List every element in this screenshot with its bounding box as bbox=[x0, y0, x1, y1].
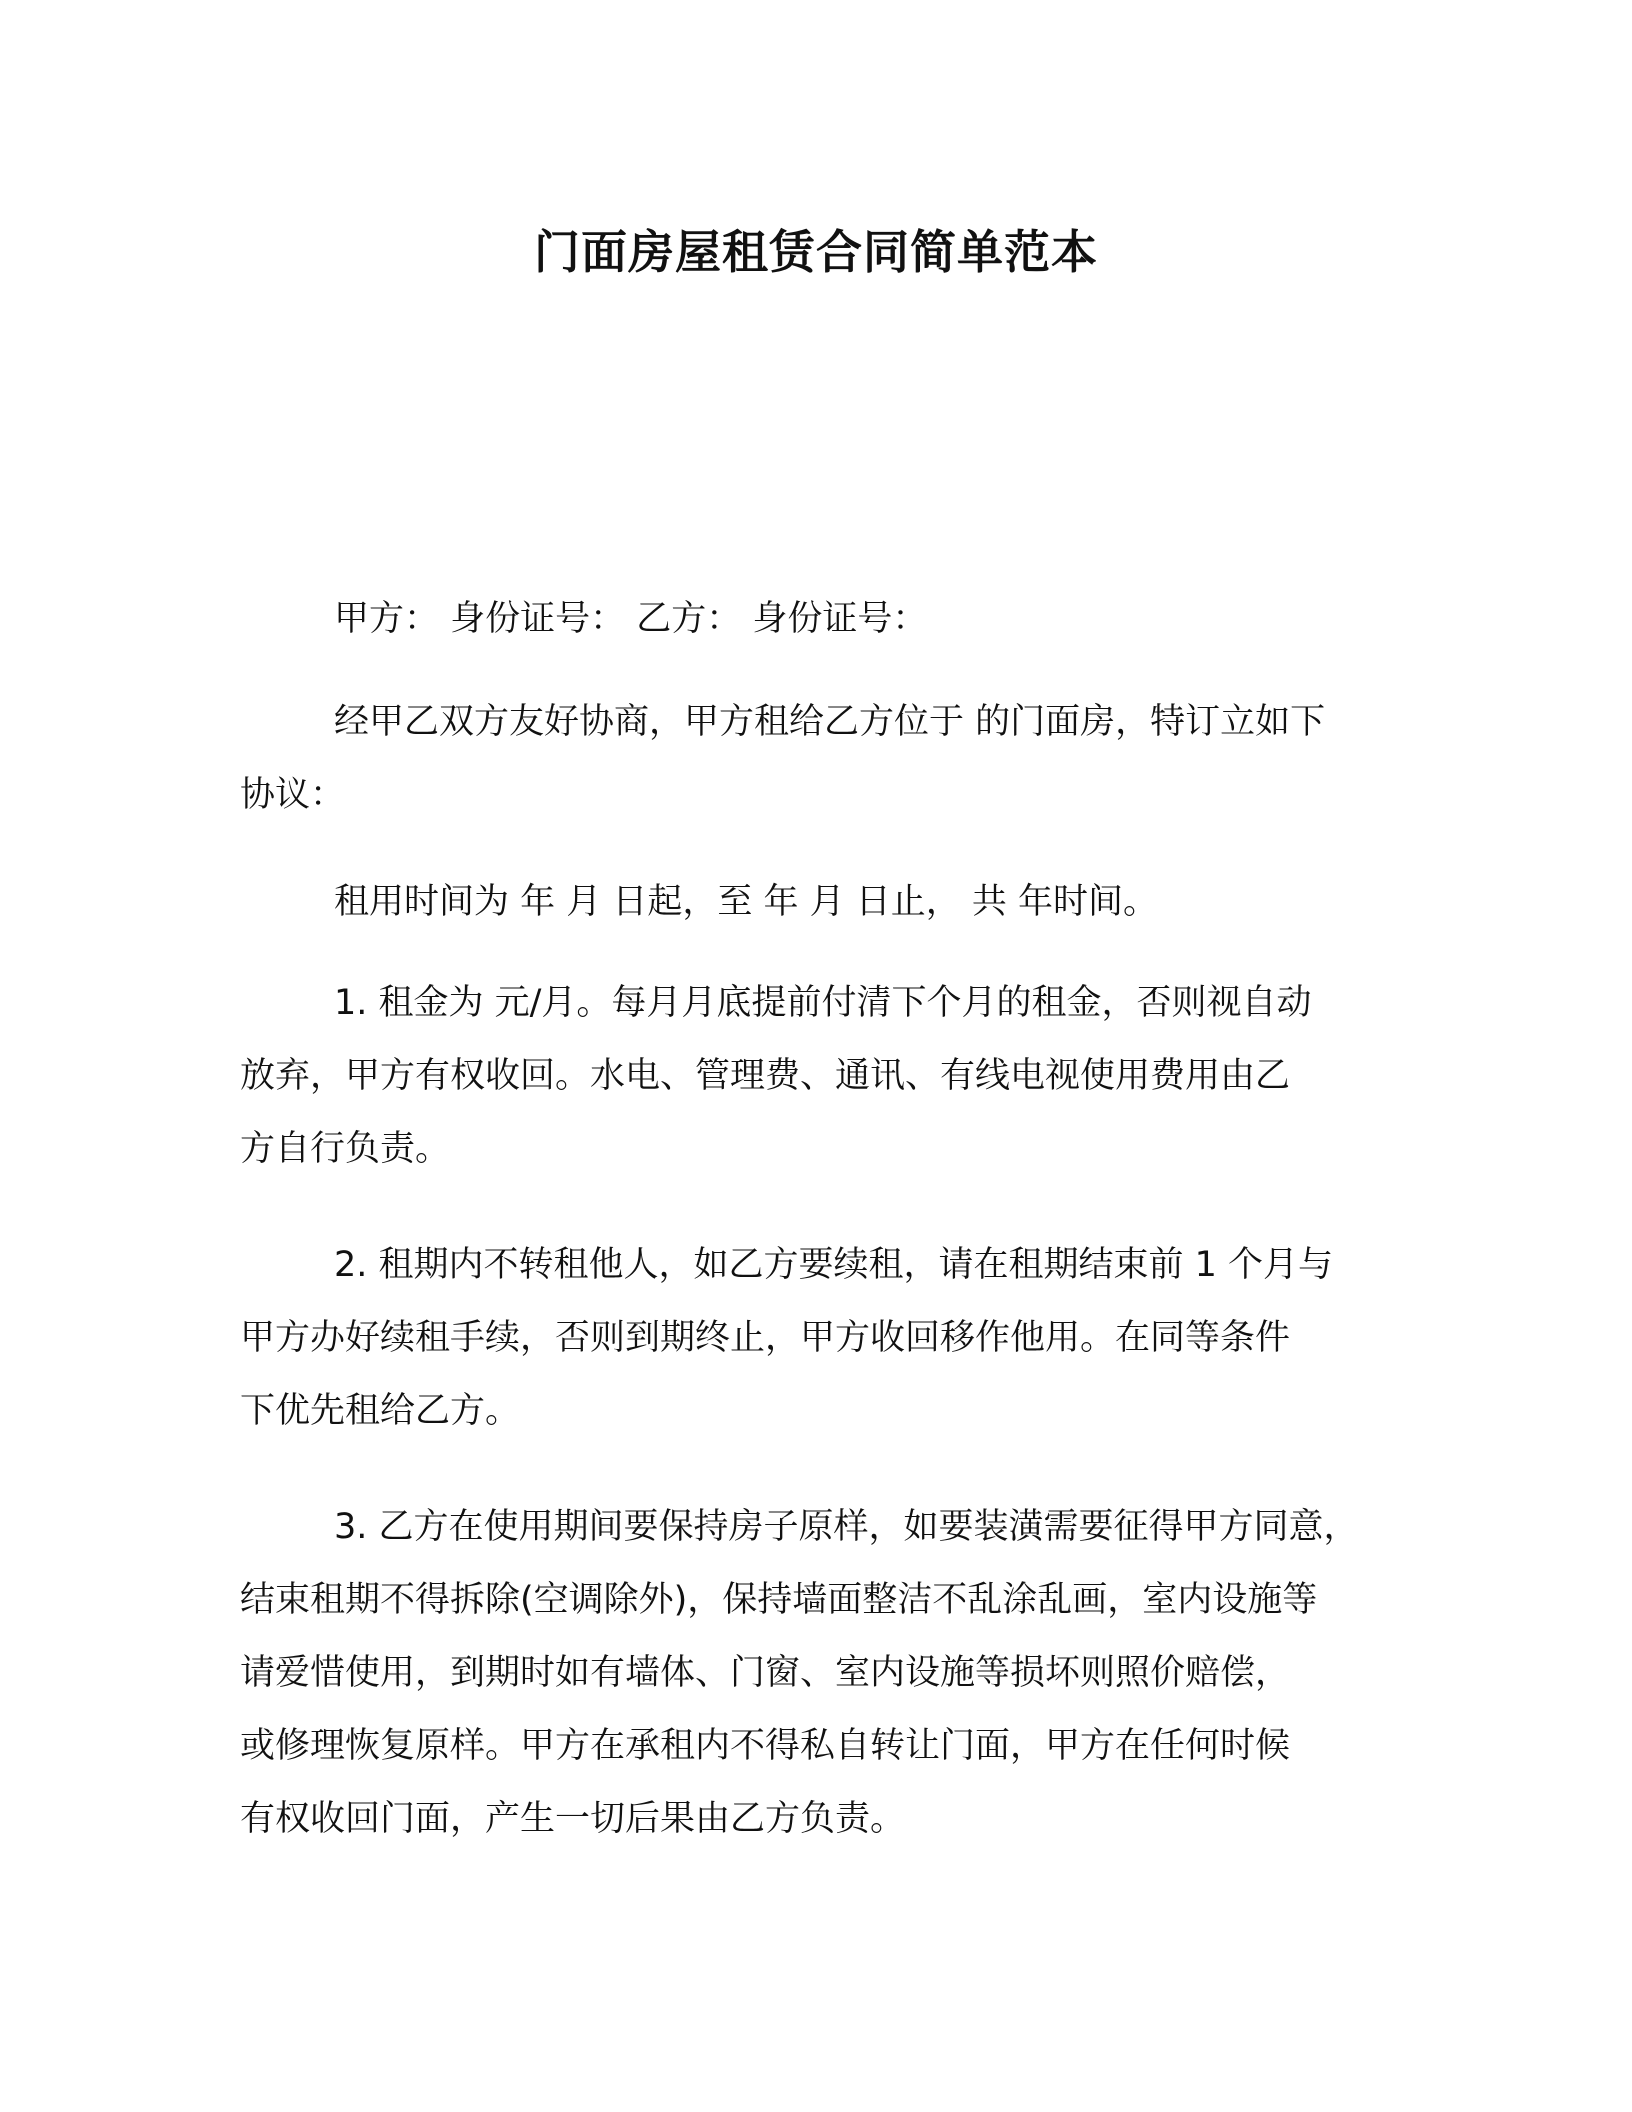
clause-1-line-3: 方自行负责。 bbox=[240, 1129, 451, 1169]
clause-3-line-2: 结束租期不得拆除(空调除外)，保持墙面整洁不乱涂乱画，室内设施等 bbox=[240, 1580, 1318, 1620]
intro-paragraph bbox=[240, 686, 1410, 832]
clause-1-paragraph bbox=[240, 967, 1410, 1186]
clause-2-line-3: 下优先租给乙方。 bbox=[240, 1391, 521, 1431]
clause-1-line-2: 放弃，甲方有权收回。水电、管理费、通讯、有线电视使用费用由乙 bbox=[240, 1056, 1291, 1096]
term-line-1: 租用时间为 年 月 日起，至 年 月 日止， 共 年时间。 bbox=[334, 882, 1159, 922]
clause-2-line-2: 甲方办好续租手续，否则到期终止，甲方收回移作他用。在同等条件 bbox=[240, 1318, 1291, 1358]
parties-paragraph bbox=[240, 583, 1410, 656]
clause-3-paragraph bbox=[240, 1491, 1410, 1856]
document-title: 门面房屋租赁合同简单范本 bbox=[534, 225, 1098, 279]
clause-2-paragraph bbox=[240, 1229, 1410, 1448]
clause-3-line-4: 或修理恢复原样。甲方在承租内不得私自转让门面，甲方在任何时候 bbox=[240, 1726, 1291, 1766]
clause-3-line-5: 有权收回门面，产生一切后果由乙方负责。 bbox=[240, 1799, 906, 1839]
term-paragraph bbox=[240, 866, 1410, 939]
intro-line-1: 经甲乙双方友好协商，甲方租给乙方位于 的门面房，特订立如下 bbox=[334, 702, 1326, 742]
clause-1-line-1: 1. 租金为 元/月。每月月底提前付清下个月的租金，否则视自动 bbox=[334, 983, 1312, 1023]
clause-2-line-1: 2. 租期内不转租他人，如乙方要续租，请在租期结束前 1 个月与 bbox=[334, 1245, 1334, 1285]
clause-3-line-1: 3. 乙方在使用期间要保持房子原样，如要装潢需要征得甲方同意， bbox=[334, 1507, 1359, 1547]
clause-3-line-3: 请爱惜使用，到期时如有墙体、门窗、室内设施等损坏则照价赔偿， bbox=[240, 1653, 1291, 1693]
parties-line-1: 甲方： 身份证号： 乙方： 身份证号： bbox=[334, 599, 928, 639]
intro-line-2: 协议： bbox=[240, 775, 346, 815]
